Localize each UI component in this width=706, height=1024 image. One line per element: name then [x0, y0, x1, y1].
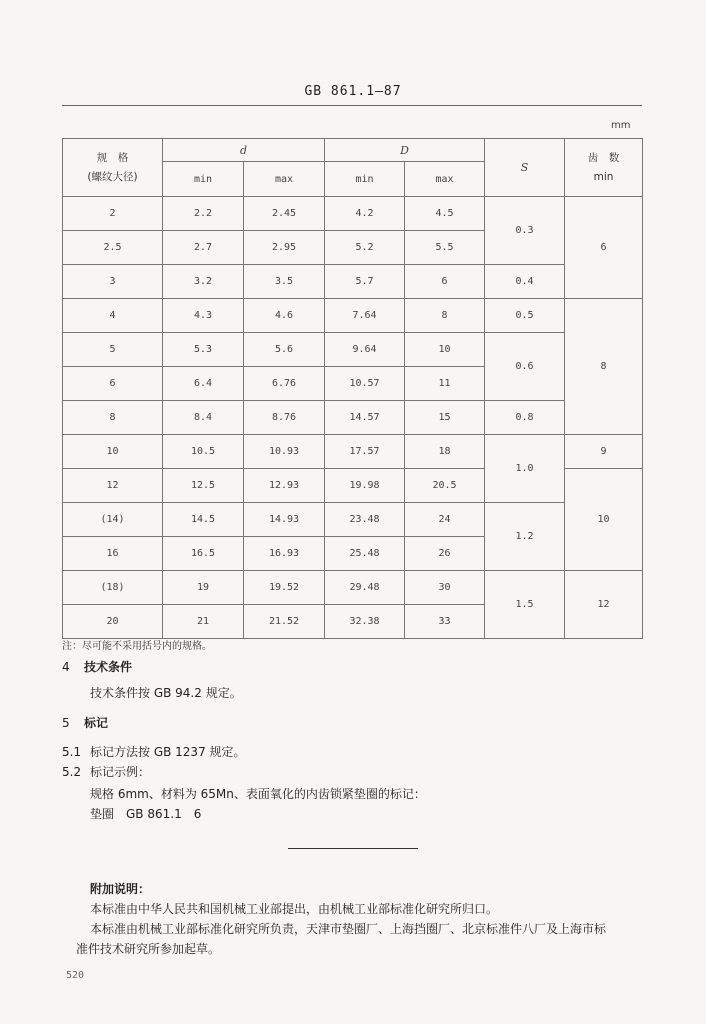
D-min-cell: 4.2 [325, 197, 405, 231]
spec-header-sub: (螺纹大径) [87, 170, 138, 183]
spec-cell: 2.5 [63, 231, 163, 265]
D-max-cell: 18 [405, 435, 485, 469]
D-min-cell: 7.64 [325, 299, 405, 333]
spec-cell: 6 [63, 367, 163, 401]
d-min-cell: 16.5 [163, 537, 244, 571]
section-4-body: 技术条件按 GB 94.2 规定。 [90, 686, 242, 700]
D-max-cell: 20.5 [405, 469, 485, 503]
D-min-cell: 5.2 [325, 231, 405, 265]
table-row [63, 197, 643, 231]
standard-code-header: GB 861.1—87 [304, 84, 402, 99]
s-cell: 0.6 [485, 333, 565, 401]
d-max-cell: 12.93 [244, 469, 325, 503]
d-max-cell: 8.76 [244, 401, 325, 435]
D-header: D [325, 139, 485, 162]
d-min-header: min [163, 162, 244, 197]
unit-label: mm [611, 120, 631, 131]
d-max-cell: 10.93 [244, 435, 325, 469]
table-row [63, 333, 643, 367]
spec-cell: 4 [63, 299, 163, 333]
section-5-title: 标记 [84, 716, 109, 730]
D-max-cell: 4.5 [405, 197, 485, 231]
d-min-cell: 5.3 [163, 333, 244, 367]
s-cell: 0.8 [485, 401, 565, 435]
d-max-cell: 4.6 [244, 299, 325, 333]
d-min-cell: 2.7 [163, 231, 244, 265]
d-min-cell: 4.3 [163, 299, 244, 333]
table-note: 注：尽可能不采用括号内的规格。 [62, 641, 212, 652]
D-max-cell: 11 [405, 367, 485, 401]
table-row [63, 401, 643, 435]
d-max-cell: 3.5 [244, 265, 325, 299]
table-row [63, 299, 643, 333]
s-cell: 0.5 [485, 299, 565, 333]
section-5-number: 5 [62, 716, 70, 730]
D-max-cell: 10 [405, 333, 485, 367]
page-number: 520 [66, 970, 85, 981]
d-max-cell: 2.45 [244, 197, 325, 231]
D-min-cell: 25.48 [325, 537, 405, 571]
section-5-2-text: 标记示例： [90, 765, 151, 779]
section-5-2 [62, 763, 150, 780]
spec-cell: 3 [63, 265, 163, 299]
d-min-cell: 6.4 [163, 367, 244, 401]
d-min-cell: 3.2 [163, 265, 244, 299]
spec-cell: 8 [63, 401, 163, 435]
teeth-cell: 10 [565, 469, 643, 571]
D-min-cell: 14.57 [325, 401, 405, 435]
D-max-cell: 8 [405, 299, 485, 333]
D-max-cell: 33 [405, 605, 485, 639]
section-4-title: 技术条件 [84, 660, 133, 674]
marking-example: 垫圈 GB 861.1 6 [90, 807, 202, 821]
d-max-cell: 19.52 [244, 571, 325, 605]
D-min-cell: 9.64 [325, 333, 405, 367]
D-min-cell: 32.38 [325, 605, 405, 639]
spec-cell: 12 [63, 469, 163, 503]
table-row [63, 265, 643, 299]
spec-cell: (14) [63, 503, 163, 537]
d-min-cell: 8.4 [163, 401, 244, 435]
teeth-cell: 6 [565, 197, 643, 299]
d-max-cell: 5.6 [244, 333, 325, 367]
d-min-cell: 21 [163, 605, 244, 639]
section-5-1-text: 标记方法按 GB 1237 规定。 [90, 745, 246, 759]
d-header: d [163, 139, 325, 162]
d-max-cell: 21.52 [244, 605, 325, 639]
D-max-cell: 24 [405, 503, 485, 537]
spec-cell: (18) [63, 571, 163, 605]
d-max-cell: 16.93 [244, 537, 325, 571]
D-max-cell: 5.5 [405, 231, 485, 265]
D-min-cell: 10.57 [325, 367, 405, 401]
D-min-cell: 19.98 [325, 469, 405, 503]
s-cell: 1.0 [485, 435, 565, 503]
d-max-cell: 6.76 [244, 367, 325, 401]
D-min-header: min [325, 162, 405, 197]
section-5-heading [62, 714, 108, 731]
s-cell: 1.5 [485, 571, 565, 639]
section-4-number: 4 [62, 660, 70, 674]
teeth-header-sub: min [593, 170, 614, 183]
spec-header-label: 规 格 [96, 151, 129, 164]
header-rule [62, 105, 642, 106]
addendum-line-2: 本标准由机械工业部标准化研究所负责，天津市垫圈厂、上海挡圈厂、北京标准件八厂及上海市标 [90, 922, 607, 936]
washer-dimension-table [62, 138, 643, 639]
spec-cell: 5 [63, 333, 163, 367]
section-5-1-number: 5.1 [62, 745, 82, 759]
section-4-heading [62, 658, 132, 675]
section-5-2-number: 5.2 [62, 765, 82, 779]
teeth-header-cell [565, 139, 643, 197]
D-min-cell: 5.7 [325, 265, 405, 299]
addendum-line-3: 准件技术研究所参加起草。 [76, 942, 221, 956]
D-max-cell: 30 [405, 571, 485, 605]
spec-cell: 16 [63, 537, 163, 571]
S-header: S [485, 139, 565, 197]
section-5-1 [62, 743, 246, 760]
D-min-cell: 29.48 [325, 571, 405, 605]
d-max-header: max [244, 162, 325, 197]
d-min-cell: 14.5 [163, 503, 244, 537]
spec-cell: 2 [63, 197, 163, 231]
teeth-header-label: 齿 数 [587, 151, 620, 164]
teeth-cell: 12 [565, 571, 643, 639]
spec-cell: 20 [63, 605, 163, 639]
spec-header-cell [63, 139, 163, 197]
s-cell: 0.4 [485, 265, 565, 299]
addendum-title: 附加说明： [90, 882, 151, 896]
D-max-cell: 6 [405, 265, 485, 299]
D-min-cell: 23.48 [325, 503, 405, 537]
teeth-cell: 9 [565, 435, 643, 469]
d-min-cell: 10.5 [163, 435, 244, 469]
addendum-line-1: 本标准由中华人民共和国机械工业部提出，由机械工业部标准化研究所归口。 [90, 902, 499, 916]
d-min-cell: 19 [163, 571, 244, 605]
D-max-header: max [405, 162, 485, 197]
D-max-cell: 15 [405, 401, 485, 435]
s-cell: 1.2 [485, 503, 565, 571]
d-max-cell: 14.93 [244, 503, 325, 537]
table-row [63, 435, 643, 469]
marking-example-description: 规格 6mm、材料为 65Mn、表面氧化的内齿锁紧垫圈的标记： [90, 787, 426, 801]
section-divider [288, 848, 418, 849]
table-row [63, 571, 643, 605]
d-max-cell: 2.95 [244, 231, 325, 265]
D-min-cell: 17.57 [325, 435, 405, 469]
teeth-cell: 8 [565, 299, 643, 435]
s-cell: 0.3 [485, 197, 565, 265]
D-max-cell: 26 [405, 537, 485, 571]
table-row [63, 503, 643, 537]
spec-cell: 10 [63, 435, 163, 469]
d-min-cell: 2.2 [163, 197, 244, 231]
d-min-cell: 12.5 [163, 469, 244, 503]
